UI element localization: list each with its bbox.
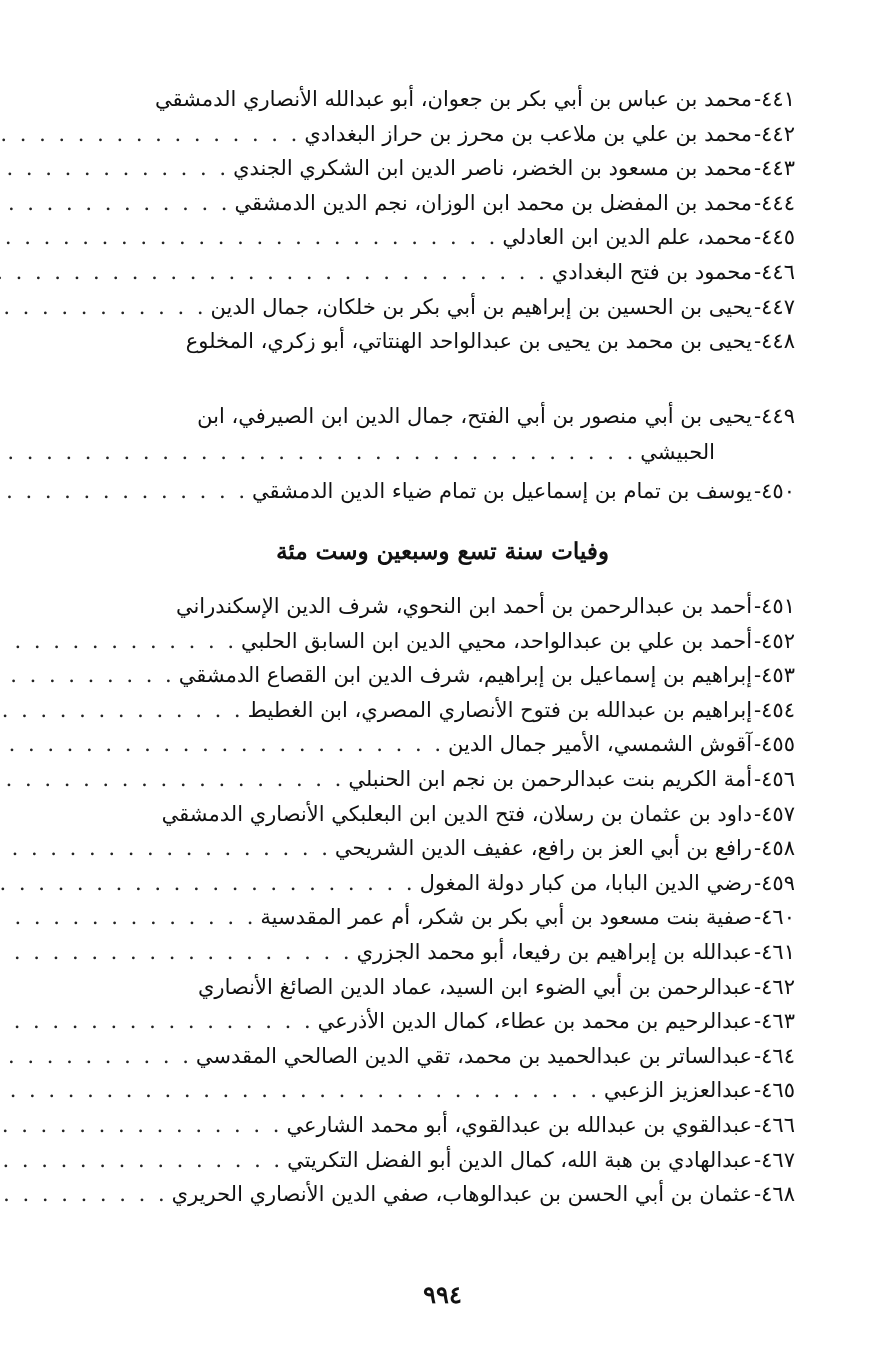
index-entry [40, 398, 795, 470]
entry-text: عبدالعزيز الزعبي [603, 1078, 753, 1103]
entry-number: ٤٥٧- [754, 801, 795, 826]
index-entry [40, 970, 795, 1005]
entry-number: ٤٦٨- [754, 1182, 795, 1207]
entry-text: عبدالرحيم بن محمد بن عطاء، كمال الدين الأذرعي [317, 1009, 753, 1034]
entry-number: ٤٦٤- [754, 1043, 795, 1068]
entry-text: محمد بن مسعود بن الخضر، ناصر الدين ابن الشكري الجندي [233, 156, 753, 181]
index-entry [40, 900, 795, 935]
entry-text: إبراهيم بن عبدالله بن فتوح الأنصاري المصري، ابن الغطيط [247, 697, 753, 722]
index-entry [40, 727, 795, 762]
leader-dots [0, 935, 357, 970]
leader-dots [0, 1073, 604, 1108]
entry-text: محمود بن فتح البغدادي [551, 259, 753, 284]
index-entry [40, 324, 795, 359]
entry-text: رافع بن أبي العز بن رافع، عفيف الدين الشريحي [334, 836, 753, 861]
entry-number: ٤٦٥- [754, 1078, 795, 1103]
index-entry [40, 255, 795, 290]
entry-number: ٤٤١- [754, 87, 795, 111]
index-entry [40, 220, 795, 255]
leader-dots [0, 658, 179, 693]
leader-dots [0, 220, 502, 255]
leader-dots [0, 866, 420, 901]
leader-dots [0, 727, 448, 762]
index-entry [40, 797, 795, 832]
index-entry [40, 935, 795, 970]
leader-dots [0, 1004, 318, 1039]
leader-dots [0, 186, 235, 221]
index-entry [40, 1143, 795, 1178]
entry-number: ٤٤٦- [754, 259, 795, 284]
entry-text: محمد بن عباس بن أبي بكر بن جعوان، أبو عبدالله الأنصاري الدمشقي [154, 87, 753, 111]
entry-number: ٤٥٢- [754, 628, 795, 653]
index-entry [40, 1177, 795, 1212]
index-section-1 [40, 82, 795, 359]
entry-number: ٤٥٥- [754, 732, 795, 757]
index-entry [40, 290, 795, 325]
index-entry [40, 117, 795, 152]
index-entry [40, 474, 795, 509]
entry-text-continued: الحبيشي [640, 440, 715, 464]
entry-text: يحيى بن أبي منصور بن أبي الفتح، جمال الدين ابن الصيرفي، ابن [197, 404, 753, 428]
entry-text: عبدالله بن إبراهيم بن رفيعا، أبو محمد الجزري [356, 939, 753, 964]
entry-text: أحمد بن عبدالرحمن بن أحمد ابن النحوي، شرف الدين الإسكندراني [175, 594, 753, 618]
entry-text: رضي الدين البابا، من كبار دولة المغول [419, 870, 753, 895]
entry-text: عبدالساتر بن عبدالحميد بن محمد، تقي الدين الصالحي المقدسي [195, 1043, 753, 1068]
entry-number: ٤٦١- [754, 939, 795, 964]
leader-dots [0, 1143, 287, 1178]
leader-dots [0, 762, 348, 797]
entry-number: ٤٥٦- [754, 766, 795, 791]
index-entry [40, 658, 795, 693]
page-number: ٩٩٤ [423, 1280, 462, 1309]
entry-text: عبدالرحمن بن أبي الضوء ابن السيد، عماد الدين الصائغ الأنصاري [197, 974, 753, 999]
index-entry [40, 762, 795, 797]
index-entry [40, 589, 795, 624]
entry-number: ٤٤٤- [754, 190, 795, 215]
entry-text: يحيى بن محمد بن يحيى بن عبدالواحد الهنتاتي، أبو زكري، المخلوع [185, 329, 753, 354]
entry-number: ٤٤٥- [754, 225, 795, 250]
index-entry [40, 1073, 795, 1108]
leader-dots [0, 474, 252, 509]
entry-number: ٤٥٠- [754, 479, 795, 503]
entry-number: ٤٤٩- [754, 404, 795, 428]
leader-dots [0, 624, 241, 659]
index-entry [40, 693, 795, 728]
entry-text: يوسف بن تمام بن إسماعيل بن تمام ضياء الدين الدمشقي [252, 479, 753, 503]
entry-text: أمة الكريم بنت عبدالرحمن بن نجم ابن الحنبلي [348, 766, 753, 791]
entry-number: ٤٥٨- [754, 836, 795, 861]
entry-text: آقوش الشمسي، الأمير جمال الدين [448, 732, 753, 757]
entry-text: عبدالهادي بن هبة الله، كمال الدين أبو الفضل التكريتي [287, 1147, 753, 1172]
entry-number: ٤٥٩- [754, 870, 795, 895]
entry-number: ٤٦٧- [754, 1147, 795, 1172]
index-entry [40, 186, 795, 221]
entry-number: ٤٥١- [754, 594, 795, 618]
leader-dots [0, 693, 248, 728]
entry-text: محمد بن المفضل بن محمد ابن الوزان، نجم الدين الدمشقي [234, 190, 753, 215]
entry-number: ٤٦٢- [754, 974, 795, 999]
leader-dots [0, 290, 211, 325]
entry-text: عثمان بن أبي الحسن بن عبدالوهاب، صفي الدين الأنصاري الحريري [171, 1182, 753, 1207]
index-entry [40, 831, 795, 866]
entry-text: محمد، علم الدين ابن العادلي [502, 225, 753, 250]
entry-number: ٤٤٨- [754, 329, 795, 354]
entry-text: عبدالقوي بن عبدالله بن عبدالقوي، أبو محمد الشارعي [286, 1112, 753, 1137]
index-entry [40, 866, 795, 901]
leader-dots [0, 117, 304, 152]
leader-dots [0, 1177, 172, 1212]
entry-text: يحيى بن الحسين بن إبراهيم بن أبي بكر بن خلكان، جمال الدين [210, 294, 753, 319]
leader-dots [0, 1108, 286, 1143]
leader-dots [0, 434, 640, 470]
index-entry [40, 1108, 795, 1143]
entry-number: ٤٤٢- [754, 121, 795, 146]
entry-text: محمد بن علي بن ملاعب بن محرز بن حراز البغدادي [304, 121, 753, 146]
section-heading: وفيات سنة تسع وسبعين وست مئة [276, 538, 609, 565]
entry-number: ٤٦٣- [754, 1009, 795, 1034]
index-entry [40, 82, 795, 117]
index-section-2 [40, 589, 795, 1212]
index-entry [40, 1004, 795, 1039]
leader-dots [0, 255, 552, 290]
entry-number: ٤٥٤- [754, 697, 795, 722]
index-entry-449 [40, 398, 795, 470]
leader-dots [0, 1039, 196, 1074]
entry-number: ٤٦٠- [754, 905, 795, 930]
index-entry-450 [40, 474, 795, 509]
entry-text: صفية بنت مسعود بن أبي بكر بن شكر، أم عمر المقدسية [260, 905, 753, 930]
entry-number: ٤٤٣- [754, 156, 795, 181]
entry-text: أحمد بن علي بن عبدالواحد، محيي الدين ابن السابق الحلبي [241, 628, 753, 653]
index-entry [40, 1039, 795, 1074]
entry-number: ٤٦٦- [754, 1112, 795, 1137]
index-entry [40, 151, 795, 186]
leader-dots [0, 831, 335, 866]
leader-dots [0, 151, 233, 186]
entry-text: إبراهيم بن إسماعيل بن إبراهيم، شرف الدين ابن القصاع الدمشقي [178, 663, 753, 688]
leader-dots [0, 900, 260, 935]
index-entry [40, 624, 795, 659]
entry-number: ٤٤٧- [754, 294, 795, 319]
entry-text: داود بن عثمان بن رسلان، فتح الدين ابن البعلبكي الأنصاري الدمشقي [161, 801, 753, 826]
entry-number: ٤٥٣- [754, 663, 795, 688]
